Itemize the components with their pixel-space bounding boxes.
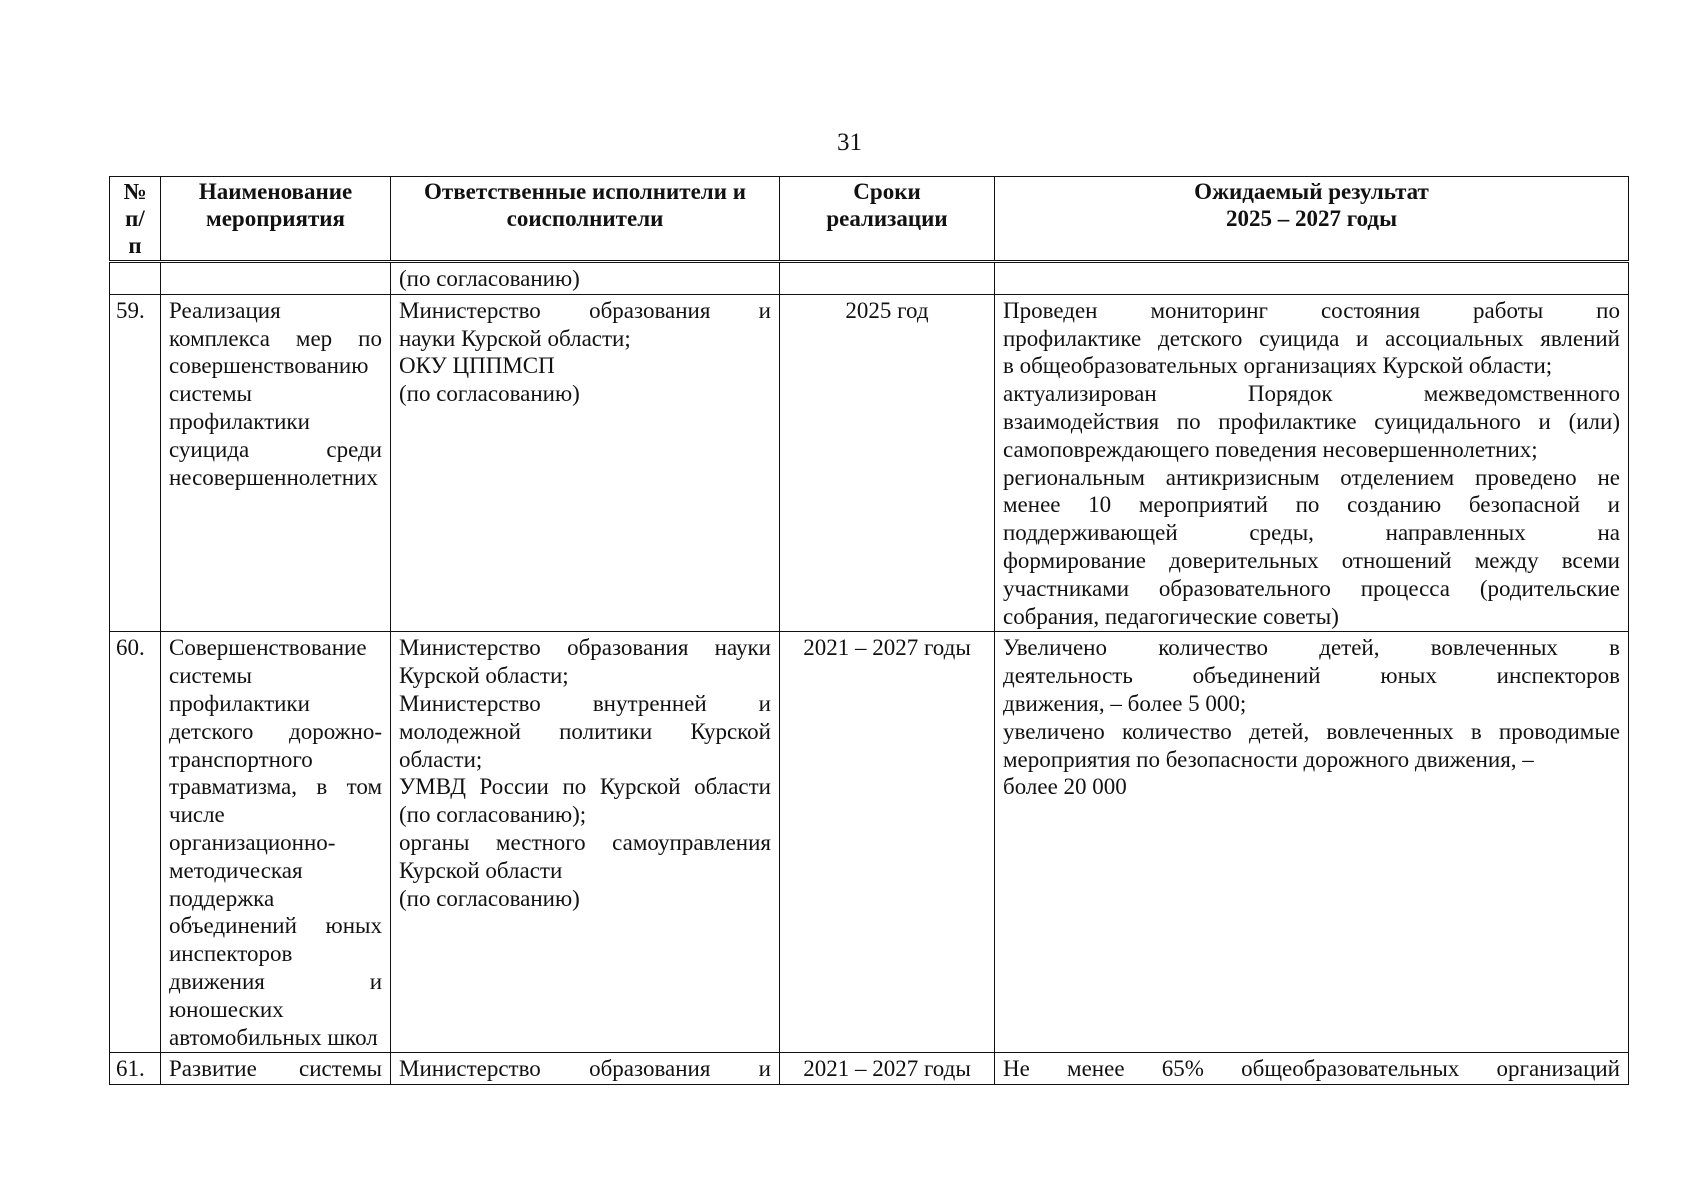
cell-number: 61. — [110, 1053, 161, 1085]
header-result: Ожидаемый результат 2025 – 2027 годы — [995, 177, 1629, 262]
cell-name — [161, 262, 391, 295]
page-number: 31 — [837, 129, 862, 156]
cell-executors: Министерство образования и науки Курской области; ОКУ ЦППМСП (по согласованию) — [391, 294, 780, 632]
cell-executors: (по согласованию) — [391, 262, 780, 295]
cell-result — [995, 262, 1629, 295]
cell-result: Увеличено количество детей, вовлеченных в деятельность объединений юных инспекторов движения, – более 5 000; увеличено количество детей, вовлеченных в проводимые мероприятия по безопасности дорожного движения, – более 20 000 — [995, 632, 1629, 1053]
header-terms: Сроки реализации — [780, 177, 995, 262]
table-row-59 — [110, 294, 1629, 632]
table-row-60 — [110, 632, 1629, 1053]
table-row-continuation — [110, 262, 1629, 295]
cell-result: Не менее 65% общеобразовательных организаций — [995, 1053, 1629, 1085]
cell-name: Развитие системы — [161, 1053, 391, 1085]
header-number: № п/ п — [110, 177, 161, 262]
cell-terms — [780, 262, 995, 295]
table-header-row — [110, 177, 1629, 262]
measures-table — [109, 176, 1629, 1085]
cell-terms: 2021 – 2027 годы — [780, 1053, 995, 1085]
table-row-61 — [110, 1053, 1629, 1085]
cell-number — [110, 262, 161, 295]
cell-name: Реализация комплекса мер по совершенствованию системы профилактики суицида среди несовершеннолетних — [161, 294, 391, 632]
cell-result: Проведен мониторинг состояния работы по профилактике детского суицида и ассоциальных явлений в общеобразовательных организациях Курской области; актуализирован Порядок межведомственного взаимодействия по профилактике суицидального и (или) самоповреждающего поведения несовершеннолетних; региональным антикризисным отделением проведено не менее 10 мероприятий по созданию безопасной и поддерживающей среды, направленных на формирование доверительных отношений между всеми участниками образовательного процесса (родительские собрания, педагогические советы) — [995, 294, 1629, 632]
cell-terms: 2025 год — [780, 294, 995, 632]
cell-executors: Министерство образования и — [391, 1053, 780, 1085]
cell-terms: 2021 – 2027 годы — [780, 632, 995, 1053]
header-executors: Ответственные исполнители и соисполнители — [391, 177, 780, 262]
cell-number: 59. — [110, 294, 161, 632]
header-name: Наименование мероприятия — [161, 177, 391, 262]
cell-number: 60. — [110, 632, 161, 1053]
cell-name: Совершенствование системы профилактики детского дорожно- транспортного травматизма, в том числе организационно- методическая поддержка объединений юных инспекторов движения и юношеских автомобильных школ — [161, 632, 391, 1053]
cell-executors: Министерство образования науки Курской области; Министерство внутренней и молодежной политики Курской области; УМВД России по Курской области (по согласованию); органы местного самоуправления Курской области (по согласованию) — [391, 632, 780, 1053]
